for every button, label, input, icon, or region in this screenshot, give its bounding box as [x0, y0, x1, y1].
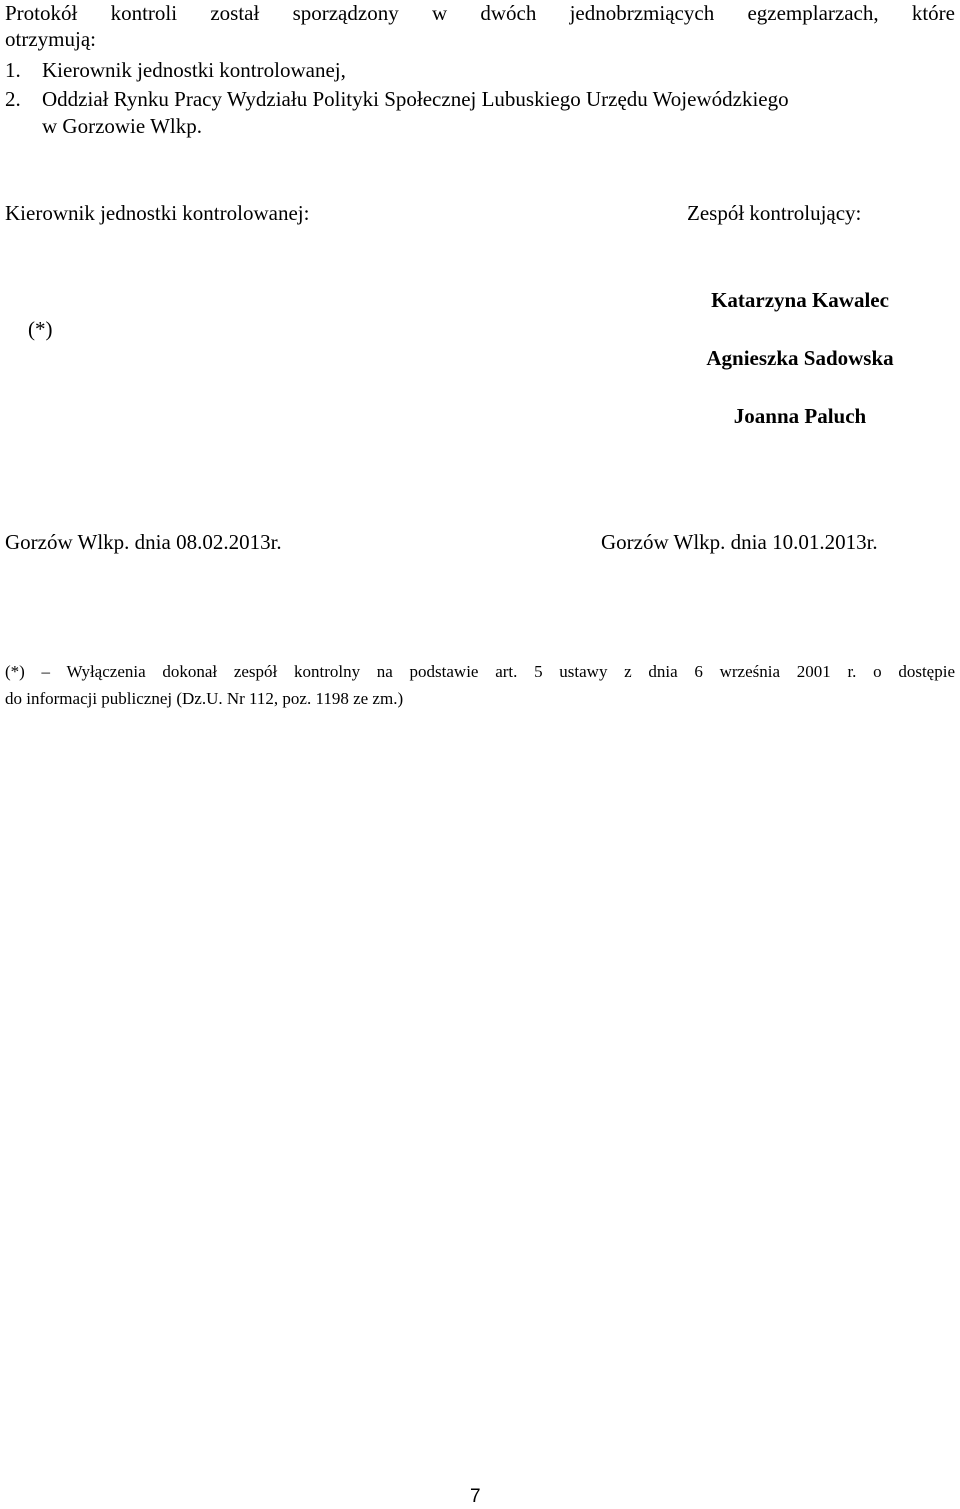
recipient-item-1 — [5, 57, 346, 83]
recipient-text: Kierownik jednostki kontrolowanej, — [42, 58, 346, 82]
team-member-name: Katarzyna Kawalec — [711, 288, 889, 312]
team-member-name: Joanna Paluch — [733, 404, 867, 428]
recipient-item-2 — [5, 86, 789, 112]
footnote-line2: do informacji publicznej (Dz.U. Nr 112, poz. 1198 ze zm.) — [5, 689, 404, 708]
page-number: 7 — [470, 1486, 481, 1507]
left-signature-mark: (*) — [28, 317, 53, 341]
recipient-number: 2. — [5, 87, 21, 111]
recipient-text: Oddział Rynku Pracy Wydziału Polityki Społecznej Lubuskiego Urzędu Wojewódzkiego — [42, 87, 789, 111]
left-signature-date: Gorzów Wlkp. dnia 08.02.2013r. — [5, 530, 282, 554]
distribution-intro-line2: otrzymują: — [5, 27, 96, 51]
recipient-item-2-continuation: w Gorzowie Wlkp. — [42, 114, 202, 138]
team-member-name: Agnieszka Sadowska — [706, 346, 894, 370]
right-signature-date: Gorzów Wlkp. dnia 10.01.2013r. — [601, 530, 878, 554]
recipient-number: 1. — [5, 58, 21, 82]
distribution-intro-line1: Protokół kontroli został sporządzony w dwóch jednobrzmiących egzemplarzach, które — [5, 1, 955, 25]
left-signature-heading: Kierownik jednostki kontrolowanej: — [5, 201, 310, 225]
footnote-line1: (*) – Wyłączenia dokonał zespół kontrolny na podstawie art. 5 ustawy z dnia 6 września 2001 r. o dostępie — [5, 662, 955, 681]
right-signature-heading: Zespół kontrolujący: — [687, 201, 862, 225]
